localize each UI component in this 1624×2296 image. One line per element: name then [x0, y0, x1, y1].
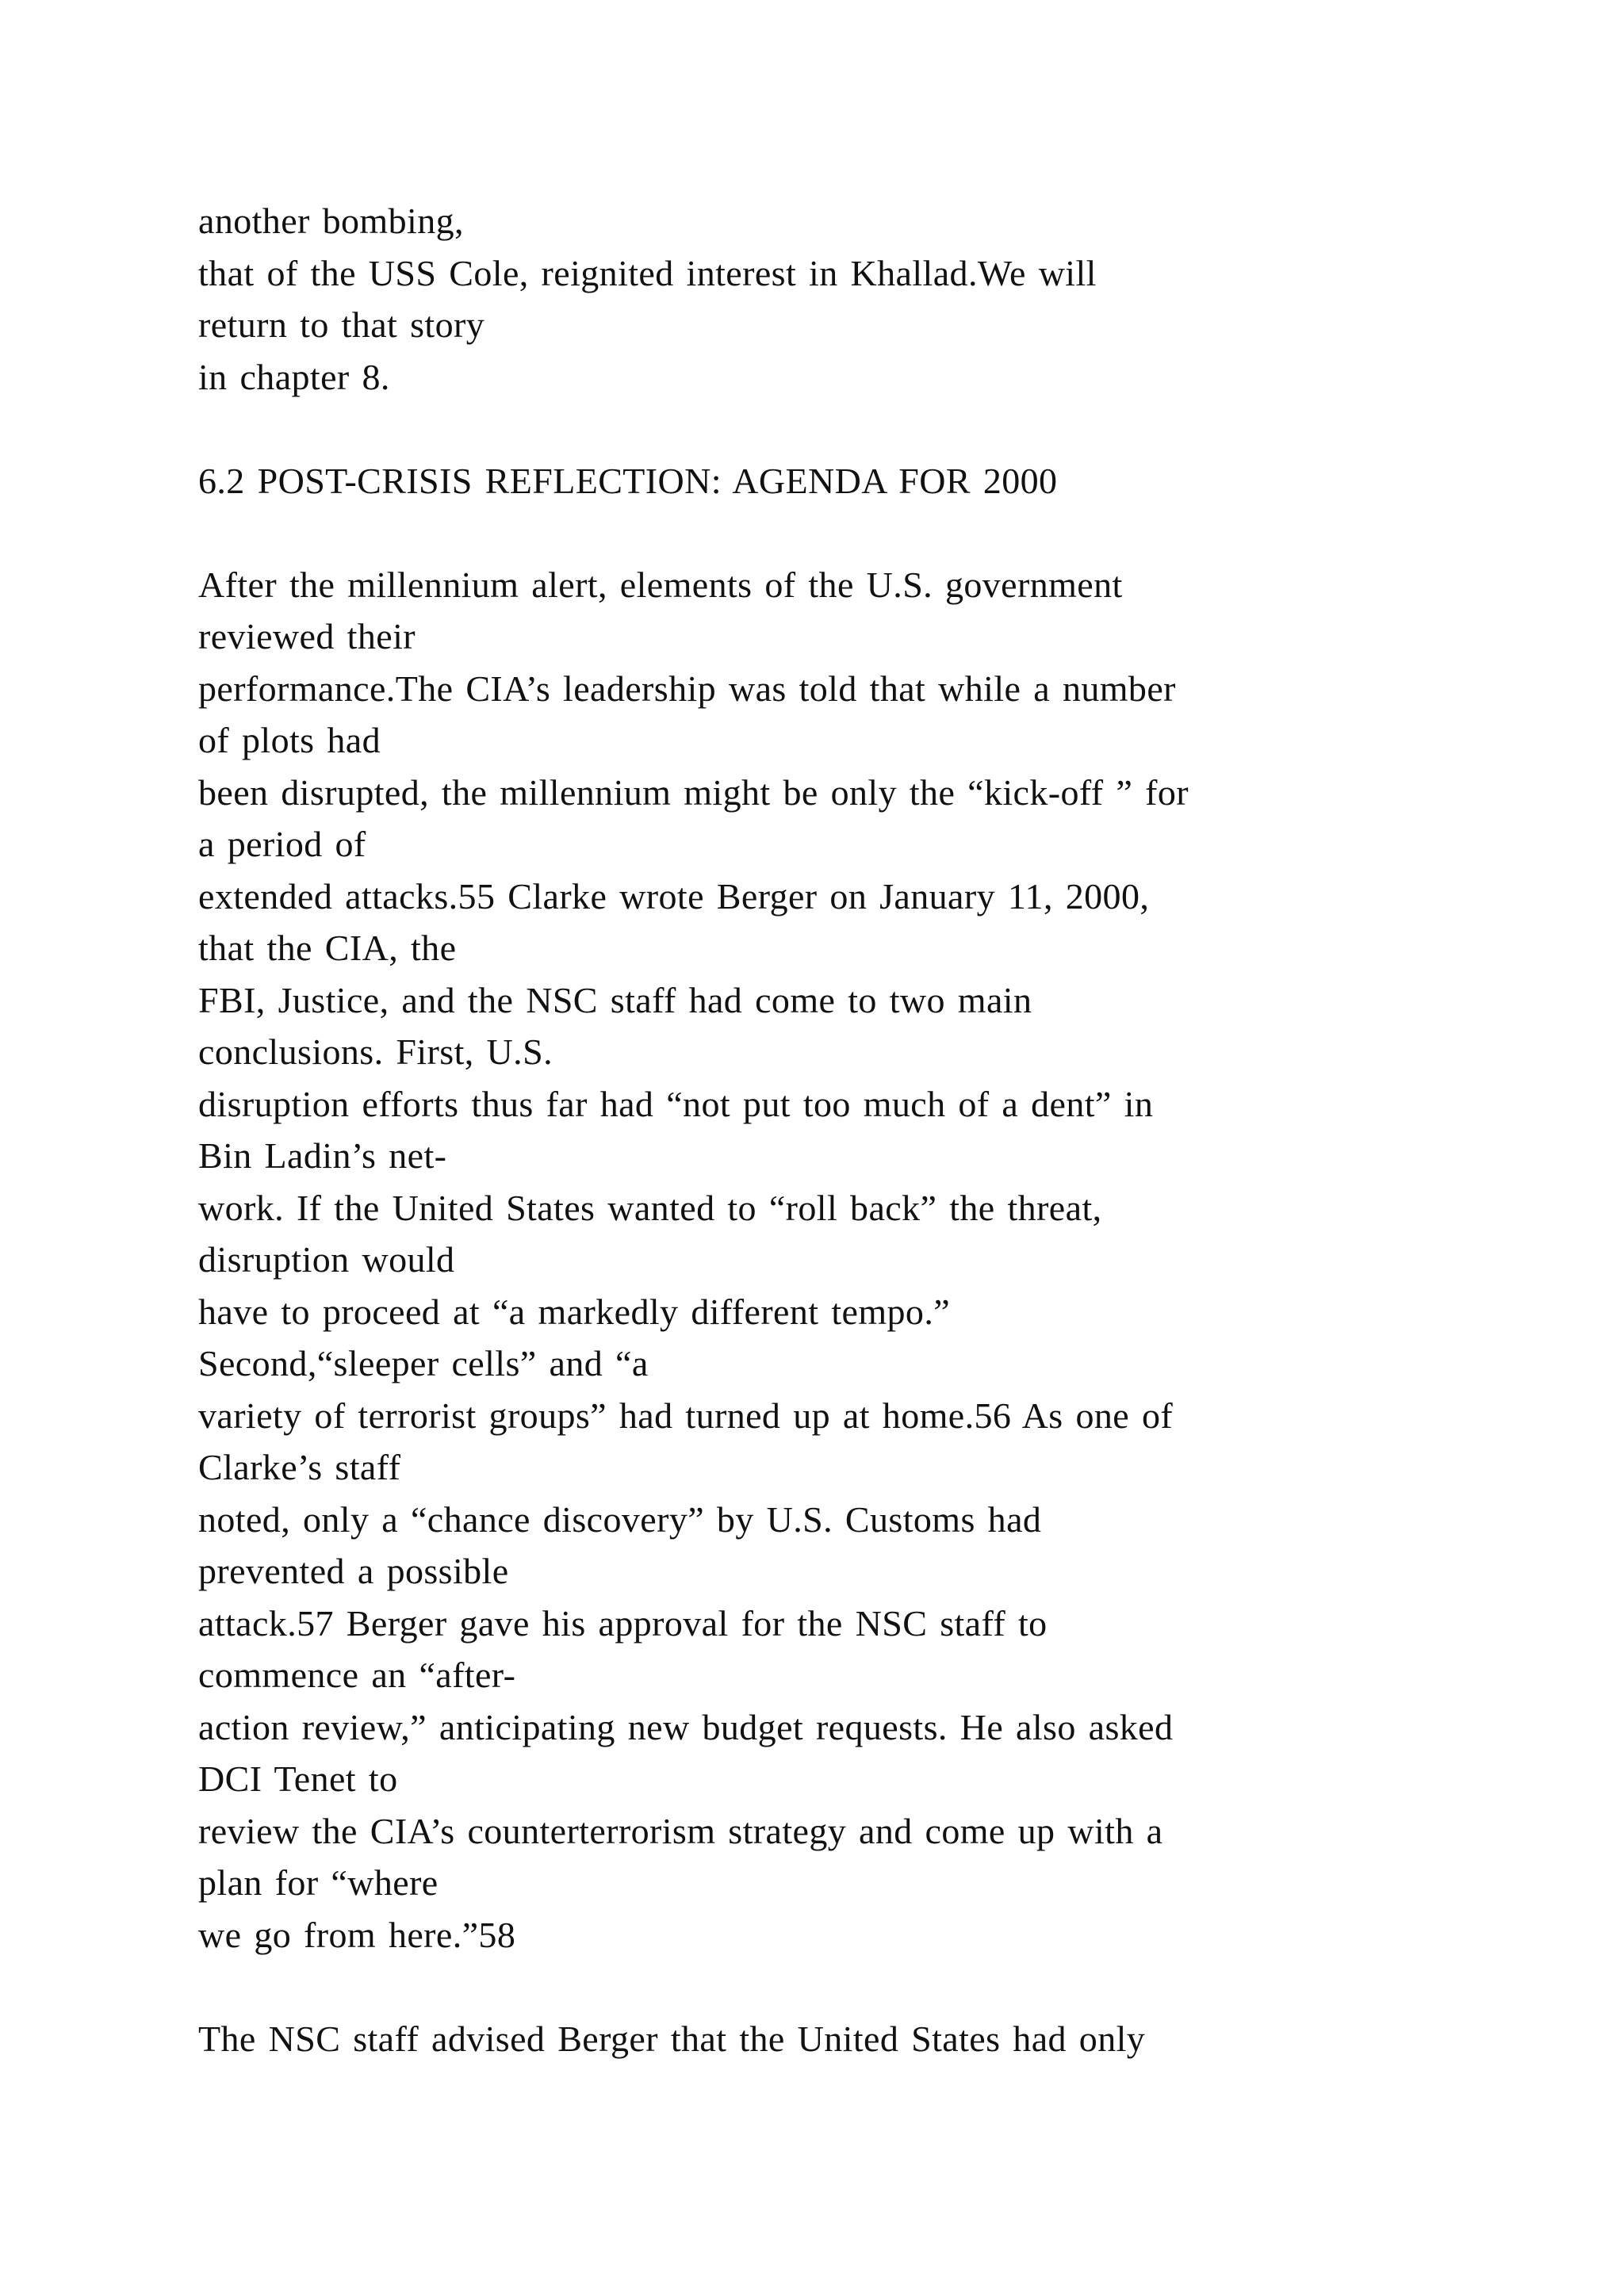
section-heading: 6.2 POST-CRISIS REFLECTION: AGENDA FOR 2000: [198, 460, 1058, 501]
text-line: reviewed their: [198, 616, 416, 656]
text-line: disruption efforts thus far had “not put too much of a dent” in: [198, 1083, 1154, 1124]
text-line: Clarke’s staff: [198, 1447, 401, 1487]
text-line: The NSC staff advised Berger that the United States had only: [198, 2018, 1146, 2059]
text-line: variety of terrorist groups” had turned up at home.56 As one of: [198, 1395, 1174, 1436]
text-line: of plots had: [198, 720, 381, 760]
paragraph-gap: [198, 1961, 1507, 2013]
text-line: conclusions. First, U.S.: [198, 1031, 553, 1072]
text-line: that the CIA, the: [198, 928, 457, 968]
text-line: another bombing,: [198, 201, 464, 241]
body-text: [198, 195, 1507, 2064]
text-line: commence an “after-: [198, 1655, 516, 1695]
text-line: DCI Tenet to: [198, 1758, 398, 1799]
text-line: plan for “where: [198, 1862, 439, 1903]
text-line: disruption would: [198, 1239, 455, 1280]
text-line: review the CIA’s counterterrorism strategy and come up with a: [198, 1810, 1163, 1851]
text-line: Second,“sleeper cells” and “a: [198, 1343, 649, 1383]
text-line: return to that story: [198, 304, 485, 345]
text-line: been disrupted, the millennium might be only the “kick-off ” for: [198, 771, 1189, 813]
text-line: attack.57 Berger gave his approval for the NSC staff to: [198, 1602, 1048, 1644]
text-line: performance.The CIA’s leadership was told that while a number: [198, 668, 1176, 709]
text-line: we go from here.”58: [198, 1914, 516, 1955]
text-line: FBI, Justice, and the NSC staff had come to two main: [198, 979, 1032, 1020]
text-line: prevented a possible: [198, 1551, 509, 1591]
text-line: a period of: [198, 824, 366, 864]
text-line: Bin Ladin’s net-: [198, 1135, 447, 1176]
text-line: action review,” anticipating new budget requests. He also asked: [198, 1706, 1174, 1747]
text-line: have to proceed at “a markedly different tempo.”: [198, 1291, 951, 1332]
text-line: in chapter 8.: [198, 356, 390, 397]
text-line: After the millennium alert, elements of the U.S. government: [198, 564, 1123, 605]
paragraph-gap: [198, 403, 1507, 455]
text-line: extended attacks.55 Clarke wrote Berger on January 11, 2000,: [198, 875, 1150, 916]
text-line: work. If the United States wanted to “roll back” the threat,: [198, 1187, 1102, 1228]
text-line: that of the USS Cole, reignited interest in Khallad.We will: [198, 252, 1097, 293]
paragraph-gap: [198, 507, 1507, 559]
text-line: noted, only a “chance discovery” by U.S. Customs had: [198, 1498, 1042, 1540]
